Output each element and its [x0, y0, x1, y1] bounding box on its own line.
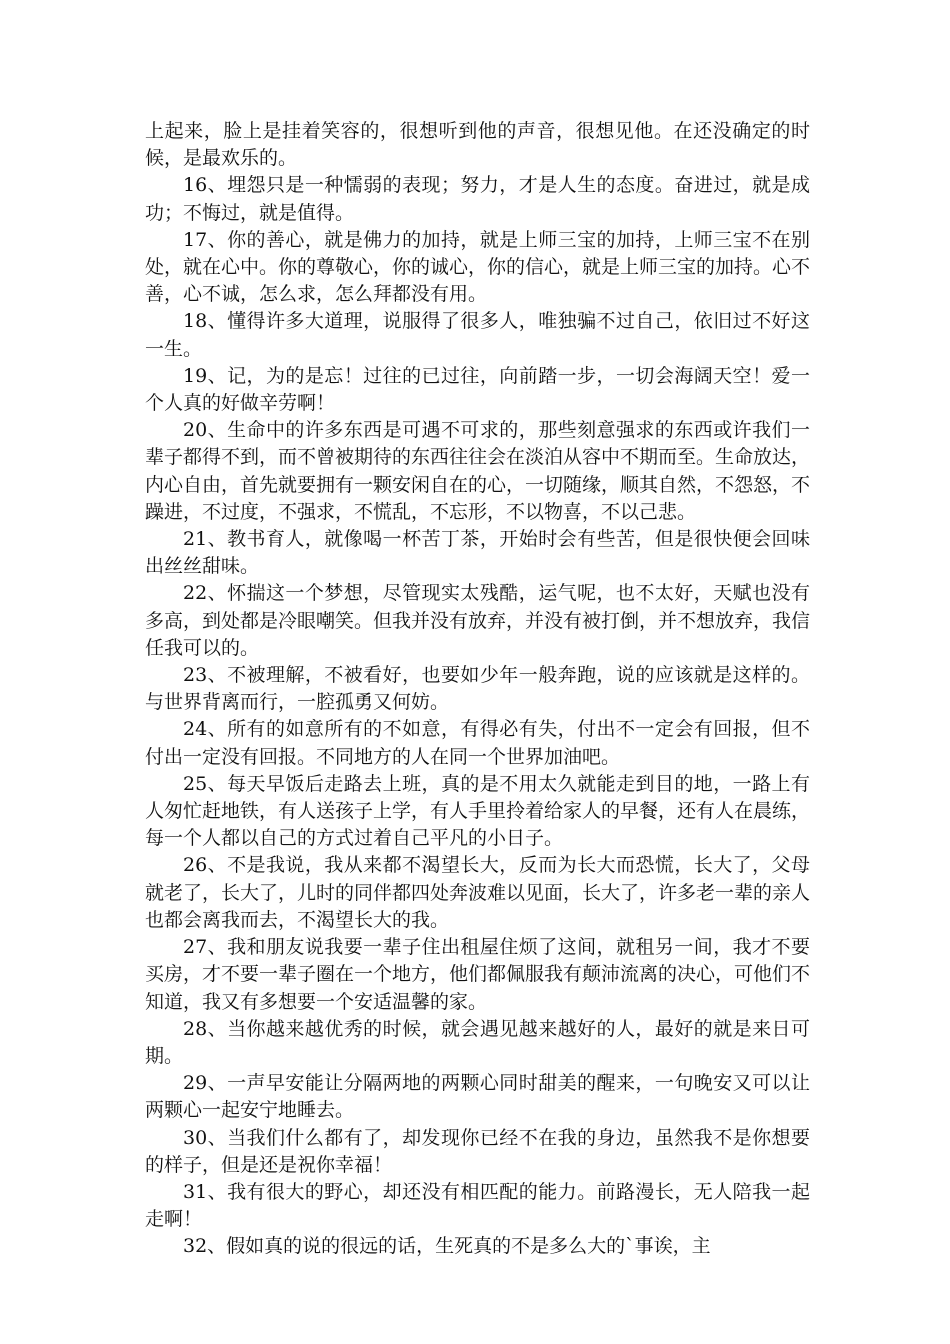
- paragraph-30: 30、当我们什么都有了，却发现你已经不在我的身边，虽然我不是你想要的样子，但是还是祝你幸福！: [145, 1126, 810, 1176]
- paragraph-32: 32、假如真的说的很远的话，生死真的不是多么大的`事诶，主: [183, 1235, 711, 1258]
- paragraph-24: 24、所有的如意所有的不如意，有得必有失，付出不一定会有回报，但不付出一定没有回报。不同地方的人在同一个世界加油吧。: [145, 718, 810, 768]
- paragraph-22: 22、怀揣这一个梦想，尽管现实太残酷，运气呢，也不太好，天赋也没有多高，到处都是冷眼嘲笑。但我并没有放弃，并没有被打倒，并不想放弃，我信任我可以的。: [145, 582, 811, 659]
- paragraph-27: 27、我和朋友说我要一辈子住出租屋住烦了这间，就租另一间，我才不要买房，才不要一辈子圈在一个地方，他们都佩服我有颠沛流离的决心，可他们不知道，我又有多想要一个安适温馨的家。: [145, 936, 811, 1013]
- paragraph-23: 23、不被理解，不被看好，也要如少年一般奔跑，说的应该就是这样的。与世界背离而行，一腔孤勇又何妨。: [145, 664, 810, 714]
- document-page: [145, 118, 810, 1261]
- paragraph-continuation: 上起来，脸上是挂着笑容的，很想听到他的声音，很想见他。在还没确定的时候，是最欢乐的。: [145, 120, 810, 170]
- paragraph-28: 28、当你越来越优秀的时候，就会遇见越来越好的人，最好的就是来日可期。: [145, 1017, 810, 1067]
- paragraph-25: 25、每天早饭后走路去上班，真的是不用太久就能走到目的地，一路上有人匆忙赶地铁，有人送孩子上学，有人手里拎着给家人的早餐，还有人在晨练，每一个人都以自己的方式过着自己平凡的小日子。: [145, 772, 811, 850]
- paragraph-31: 31、我有很大的野心，却还没有相匹配的能力。前路漫长，无人陪我一起走啊！: [145, 1180, 810, 1231]
- paragraph-29: 29、一声早安能让分隔两地的两颗心同时甜美的醒来，一句晚安又可以让两颗心一起安宁地睡去。: [145, 1072, 810, 1122]
- paragraph-18: 18、懂得许多大道理，说服得了很多人，唯独骗不过自己，依旧过不好这一生。: [145, 310, 810, 360]
- paragraph-16: 16、埋怨只是一种懦弱的表现；努力，才是人生的态度。奋进过，就是成功；不悔过，就是值得。: [145, 174, 810, 224]
- paragraph-26: 26、不是我说，我从来都不渴望长大，反而为长大而恐慌，长大了，父母就老了，长大了，儿时的同伴都四处奔波难以见面，长大了，许多老一辈的亲人也都会离我而去，不渴望长大的我。: [145, 854, 811, 931]
- paragraph-19: 19、记，为的是忘！过往的已过往，向前踏一步，一切会海阔天空！爱一个人真的好做辛劳啊！: [145, 364, 810, 415]
- paragraph-21: 21、教书育人，就像喝一杯苦丁茶，开始时会有些苦，但是很快便会回味出丝丝甜味。: [145, 528, 810, 578]
- paragraph-20: 20、生命中的许多东西是可遇不可求的，那些刻意强求的东西或许我们一辈子都得不到，而不曾被期待的东西往往会在淡泊从容中不期而至。生命放达，内心自由，首先就要拥有一颗安闲自在的心，一切随缘，顺其自然，不怨怒，不躁进，不过度，不强求，不慌乱，不忘形，不以物喜，不以己悲。: [145, 419, 811, 523]
- paragraph-17: 17、你的善心，就是佛力的加持，就是上师三宝的加持，上师三宝不在别处，就在心中。你的尊敬心，你的诚心，你的信心，就是上师三宝的加持。心不善，心不诚，怎么求，怎么拜都没有用。: [145, 228, 811, 306]
